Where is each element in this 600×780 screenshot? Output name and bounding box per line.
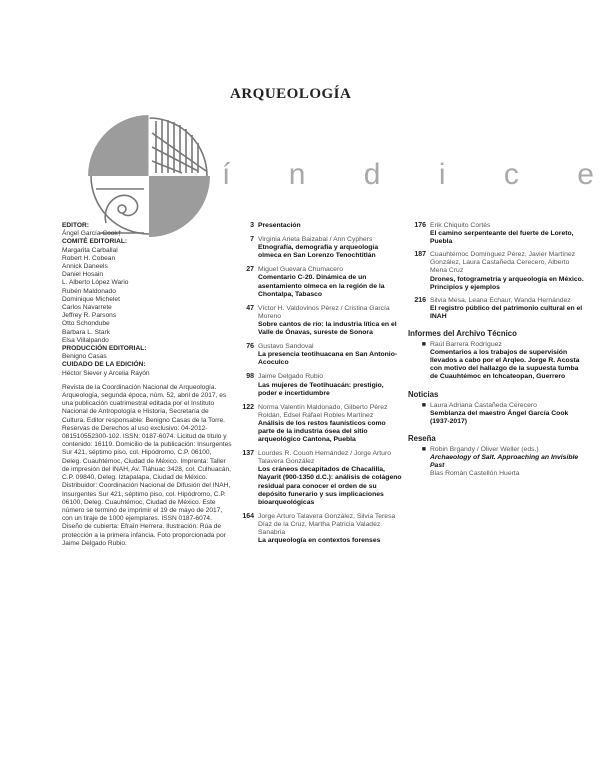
credit-heading: EDITOR: — [62, 222, 89, 229]
credit-name: Annick Daneels — [62, 263, 108, 271]
toc-title: Drones, fotogrametría y arqueología en México. Principios y ejemplos — [430, 275, 584, 291]
index-letter: n — [288, 158, 306, 191]
toc-title: El camino serpenteante del fuerte de Loreto, Puebla — [430, 230, 574, 246]
toc-page-number: 98 — [246, 373, 254, 381]
toc-entry — [404, 297, 584, 321]
toc-entry-body — [258, 373, 402, 397]
toc-page-number: 137 — [242, 450, 254, 458]
toc-entry-body — [258, 450, 402, 507]
toc-author: Lourdes R. Couoh Hernández / Jorge Arturo Talavera González — [258, 450, 391, 466]
credit-name: Margarita Carballal — [62, 246, 118, 254]
toc-page-number: 122 — [242, 403, 254, 411]
legal-notice: Revista de la Coordinación Nacional de Arqueología. Arqueología, segunda época, núm. 52, abril de 2017, es una publicación cuatrimestral editada por el Instituto Nacional de Antropología e Historia, Secretaría de Cultura. Editor responsable: Benigno Casas de la Torre. Reservas de Derechos al uso exclusivo: 04-2012-081510552300-102. ISSN: 0187-6074. Licitud de título y contenido: 16119. Domicilio de la publicación: Insurgentes Sur 421, séptimo piso, col. Hipódromo, C.P. 06100, Deleg. Cuauhtémoc, Ciudad de México. Imprenta: Taller de impresión del INAH, Av. Tláhuac 3428, col. Culhuacán, C.P. 09840, Deleg. Iztapalapa, Ciudad de México. Distribuidor: Coordinación Nacional de Difusión del INAH, Insurgentes Sur 421, séptimo piso, col. Hipódromo, C.P. 06100, Deleg. Cuauhtémoc, Ciudad de México. Este número se terminó de imprimir el 19 de mayo de 2017, con un tiraje de 1000 ejemplares. ISSN 0187-6074. Diseño de cubierta: Efraín Herrera. Ilustración: Rúa de protección a la primera infancia. Foto proporcionada por Jaime Delgado Rubio. — [62, 383, 232, 547]
toc-author: Víctor H. Valdovinos Pérez / Cristina García Moreno — [258, 304, 390, 320]
credits-column — [62, 222, 232, 548]
toc-title: Etnografía, demografía y arqueología olmeca en San Lorenzo Tenochtitlán — [258, 244, 379, 260]
credit-name: Benigno Casas — [62, 353, 107, 361]
credit-name: Robert H. Cobean — [62, 254, 116, 262]
toc-entry — [232, 305, 402, 337]
toc-entry — [232, 373, 402, 397]
bullet-square-icon: ■ — [421, 401, 426, 409]
toc-author: Silvia Mesa, Leana Echaur, Wanda Hernández — [430, 296, 571, 304]
toc-title: Las mujeres de Teotihuacán: prestigio, poder e incertidumbre — [258, 381, 384, 397]
toc-page-number: 187 — [414, 251, 426, 259]
toc-entry-body — [430, 222, 584, 246]
section-title: Comentarios a los trabajos de supervisión llevados a cabo por el Arqleo. Jorge R. Acosta con motivo del hallazgo de la supuesta tumba de Cuauhtémoc en Ichcateopan, Guerrero — [430, 349, 580, 381]
toc-title: Los cráneos decapitados de Chacalilla, Nayarit (900-1350 d.C.): análisis de colágeno residual para conocer el orden de su depósito funerario y sus implicaciones bioarqueológicas — [258, 466, 402, 506]
credit-name: Héctor Siever y Arcelia Rayón — [62, 369, 150, 377]
credit-heading: PRODUCCIÓN EDITORIAL: — [62, 345, 147, 353]
toc-page-number: 7 — [250, 236, 254, 244]
section-entry-body — [430, 402, 584, 426]
section-entry — [404, 402, 584, 426]
toc-page-number: 176 — [414, 222, 426, 229]
credit-name: L. Alberto López Wario — [62, 279, 129, 287]
toc-entry — [232, 222, 402, 230]
index-letter: i — [438, 158, 446, 191]
index-letter: e — [577, 158, 594, 191]
toc-author: Miguel Guevara Chumacero — [258, 266, 344, 274]
credit-name: Rubén Maldonado — [62, 287, 116, 295]
section-title: Semblanza del maestro Ángel García Cook (1937-2017) — [430, 409, 569, 425]
toc-author: Jaime Delgado Rubio — [258, 373, 323, 381]
credit-name: Otto Schondube — [62, 320, 110, 328]
toc-entry-body — [430, 297, 584, 321]
magazine-title: ARQUEOLOGÍA — [230, 86, 352, 102]
toc-title: Presentación — [258, 222, 301, 229]
index-letter: í — [222, 158, 231, 191]
toc-column-right — [404, 222, 584, 483]
credit-name: Jeffrey R. Parsons — [62, 312, 117, 320]
toc-entry — [404, 222, 584, 246]
toc-column-main — [232, 222, 402, 551]
section-entry — [404, 446, 584, 478]
toc-entry — [232, 450, 402, 507]
toc-page-number: 3 — [250, 222, 254, 229]
credits-list — [62, 222, 232, 378]
index-heading — [222, 158, 594, 192]
credit-name: Barbara L. Stark — [62, 328, 111, 336]
toc-entry-body — [258, 305, 402, 337]
section-entry-body — [430, 341, 584, 381]
toc-title: Comentario C-20. Dinámica de un asentamiento olmeca en la región de la Chontalpa, Tabasco — [258, 274, 385, 298]
section-author: Raúl Barrera Rodríguez — [430, 341, 502, 349]
toc-page-number: 76 — [246, 343, 254, 351]
toc-page-number: 27 — [246, 266, 254, 274]
credit-heading: COMITÉ EDITORIAL: — [62, 238, 128, 246]
toc-page-number: 216 — [414, 296, 426, 304]
toc-page-number: 47 — [246, 304, 254, 312]
toc-entry-body — [258, 513, 402, 545]
toc-page-number: 164 — [242, 512, 254, 520]
toc-entry — [232, 266, 402, 298]
section-author: Robin Brgandy / Oliver Weller (eds.) — [430, 445, 539, 453]
index-letter: d — [363, 158, 381, 191]
toc-entry-body — [430, 251, 584, 291]
toc-author: Jorge Arturo Talavera González, Silvia Teresa Díaz de la Cruz, Martha Patricia Valadez Sanabria — [258, 512, 396, 536]
toc-author: Virginia Arieta Baizabal / Ann Cyphers — [258, 236, 373, 244]
index-letter: c — [503, 158, 519, 191]
credit-name: Carlos Navarrete — [62, 304, 112, 312]
toc-author: Norma Valentín Maldonado, Gilberto Pérez Roldán, Edsel Rafael Robles Martínez — [258, 403, 388, 419]
toc-title: Sobre cantos de río: la industria lítica en el Valle de Ónavas, sureste de Sonora — [258, 320, 397, 337]
toc-author: Cuauhtémoc Domínguez Pérez, Javier Martínez González, Laura Castañeda Cerecero, Alberto Mena Cruz — [430, 251, 576, 275]
toc-author: Gustavo Sandoval — [258, 343, 314, 351]
bullet-square-icon: ■ — [421, 341, 426, 349]
toc-entry — [232, 236, 402, 260]
section-entry — [404, 341, 584, 381]
bullet-square-icon: ■ — [421, 445, 426, 453]
section-author: Laura Adriana Castañeda Cerecero — [430, 401, 537, 409]
section-title: Archaeology of Salt. Approaching an Invisible Past — [430, 453, 579, 469]
toc-entry-body — [258, 222, 402, 230]
toc-entry-body — [258, 404, 402, 444]
toc-entry-body — [258, 236, 402, 260]
toc-title: La presencia teotihuacana en San Antonio-Acoculco — [258, 351, 398, 367]
credit-name: Ángel García Cook† — [62, 230, 122, 238]
section-heading: Noticias — [408, 389, 439, 399]
toc-title: Análisis de los restos faunísticos como parte de la industria ósea del sitio arqueológico Cantona, Puebla — [258, 419, 386, 444]
credit-name: Dominique Michelet — [62, 295, 120, 303]
toc-author: Erik Chiquito Cortés — [430, 222, 491, 229]
toc-entry — [232, 404, 402, 444]
credit-heading: CUIDADO DE LA EDICIÓN: — [62, 361, 146, 369]
toc-entry — [232, 513, 402, 545]
logo-emblem-icon — [86, 113, 212, 239]
toc-title: La arqueología en contextos forenses — [258, 537, 381, 545]
toc-entry — [232, 343, 402, 367]
section-reviewer: Blas Román Castellón Huerta — [430, 470, 520, 478]
credit-name: Elsa Villalpando — [62, 336, 109, 344]
section-entry-body — [430, 446, 584, 478]
section-heading: Informes del Archivo Técnico — [408, 329, 517, 339]
toc-entry-body — [258, 343, 402, 367]
toc-entry-body — [258, 266, 402, 298]
toc-entry — [404, 251, 584, 291]
credit-name: Daniel Hosain — [62, 271, 104, 279]
section-heading: Reseña — [408, 433, 436, 443]
toc-title: El registro público del patrimonio cultural en el INAH — [430, 304, 583, 320]
